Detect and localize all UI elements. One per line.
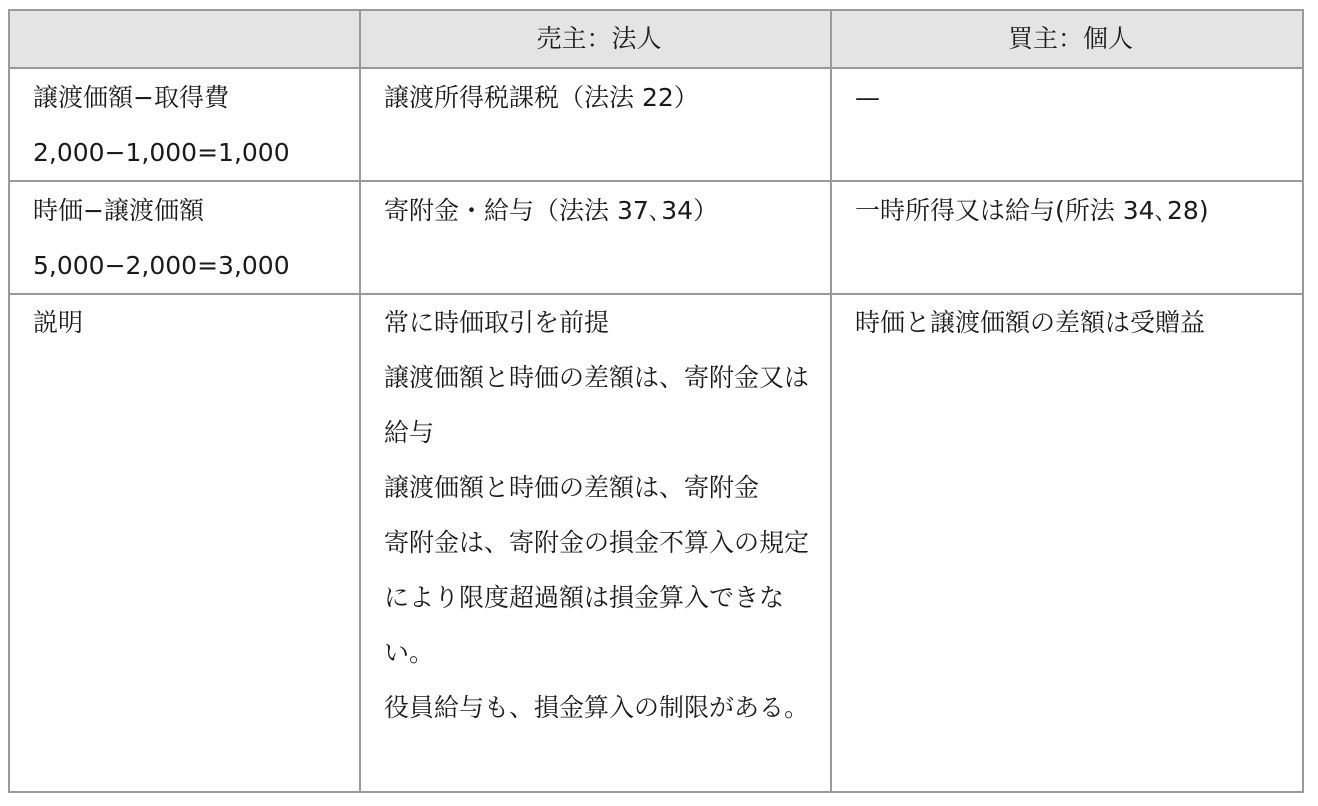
buyer-explanation-line: 時価と譲渡価額の差額は受贈益 — [855, 308, 1206, 337]
seller-explanation-line: 譲渡価額と時価の差額は、寄附金 — [384, 473, 760, 502]
buyer-treatment-text: 一時所得又は給与(所法 34､28) — [855, 196, 1209, 225]
table-row-market-value-minus-transfer-price — [9, 181, 1303, 294]
seller-explanation-line: 寄附金は、寄附金の損金不算入の規定により限度超過額は損金算入できない。 — [384, 528, 810, 667]
tax-comparison-table — [8, 9, 1304, 793]
seller-treatment-text: 寄附金・給与（法法 37､34） — [384, 196, 719, 225]
header-cell-empty — [9, 10, 360, 68]
row-label-cell — [9, 181, 360, 294]
header-cell-buyer-individual: 買主：個人 — [831, 10, 1303, 68]
seller-cell — [360, 68, 831, 181]
row-label-line: 譲渡価額−取得費 — [33, 83, 229, 112]
buyer-cell — [831, 294, 1303, 792]
buyer-cell — [831, 181, 1303, 294]
row-label-cell — [9, 294, 360, 792]
buyer-treatment-text: — — [855, 83, 880, 112]
row-label-line: 時価−譲渡価額 — [33, 196, 204, 225]
header-row — [9, 10, 1303, 68]
seller-cell — [360, 294, 831, 792]
seller-explanation-line: 役員給与も、損金算入の制限がある。 — [384, 693, 810, 722]
row-label-line: 説明 — [33, 308, 84, 337]
row-label-calculation: 2,000−1,000=1,000 — [33, 138, 290, 167]
table-row-transfer-price-minus-cost — [9, 68, 1303, 181]
buyer-cell — [831, 68, 1303, 181]
header-cell-seller-corporation: 売主：法人 — [360, 10, 831, 68]
seller-explanation-line: 譲渡価額と時価の差額は、寄附金又は給与 — [384, 363, 810, 447]
seller-treatment-text: 譲渡所得税課税（法法 22） — [384, 83, 699, 112]
row-label-calculation: 5,000−2,000=3,000 — [33, 251, 290, 280]
row-label-cell — [9, 68, 360, 181]
seller-explanation-line: 常に時価取引を前提 — [384, 308, 610, 337]
table-row-explanation — [9, 294, 1303, 792]
seller-cell — [360, 181, 831, 294]
